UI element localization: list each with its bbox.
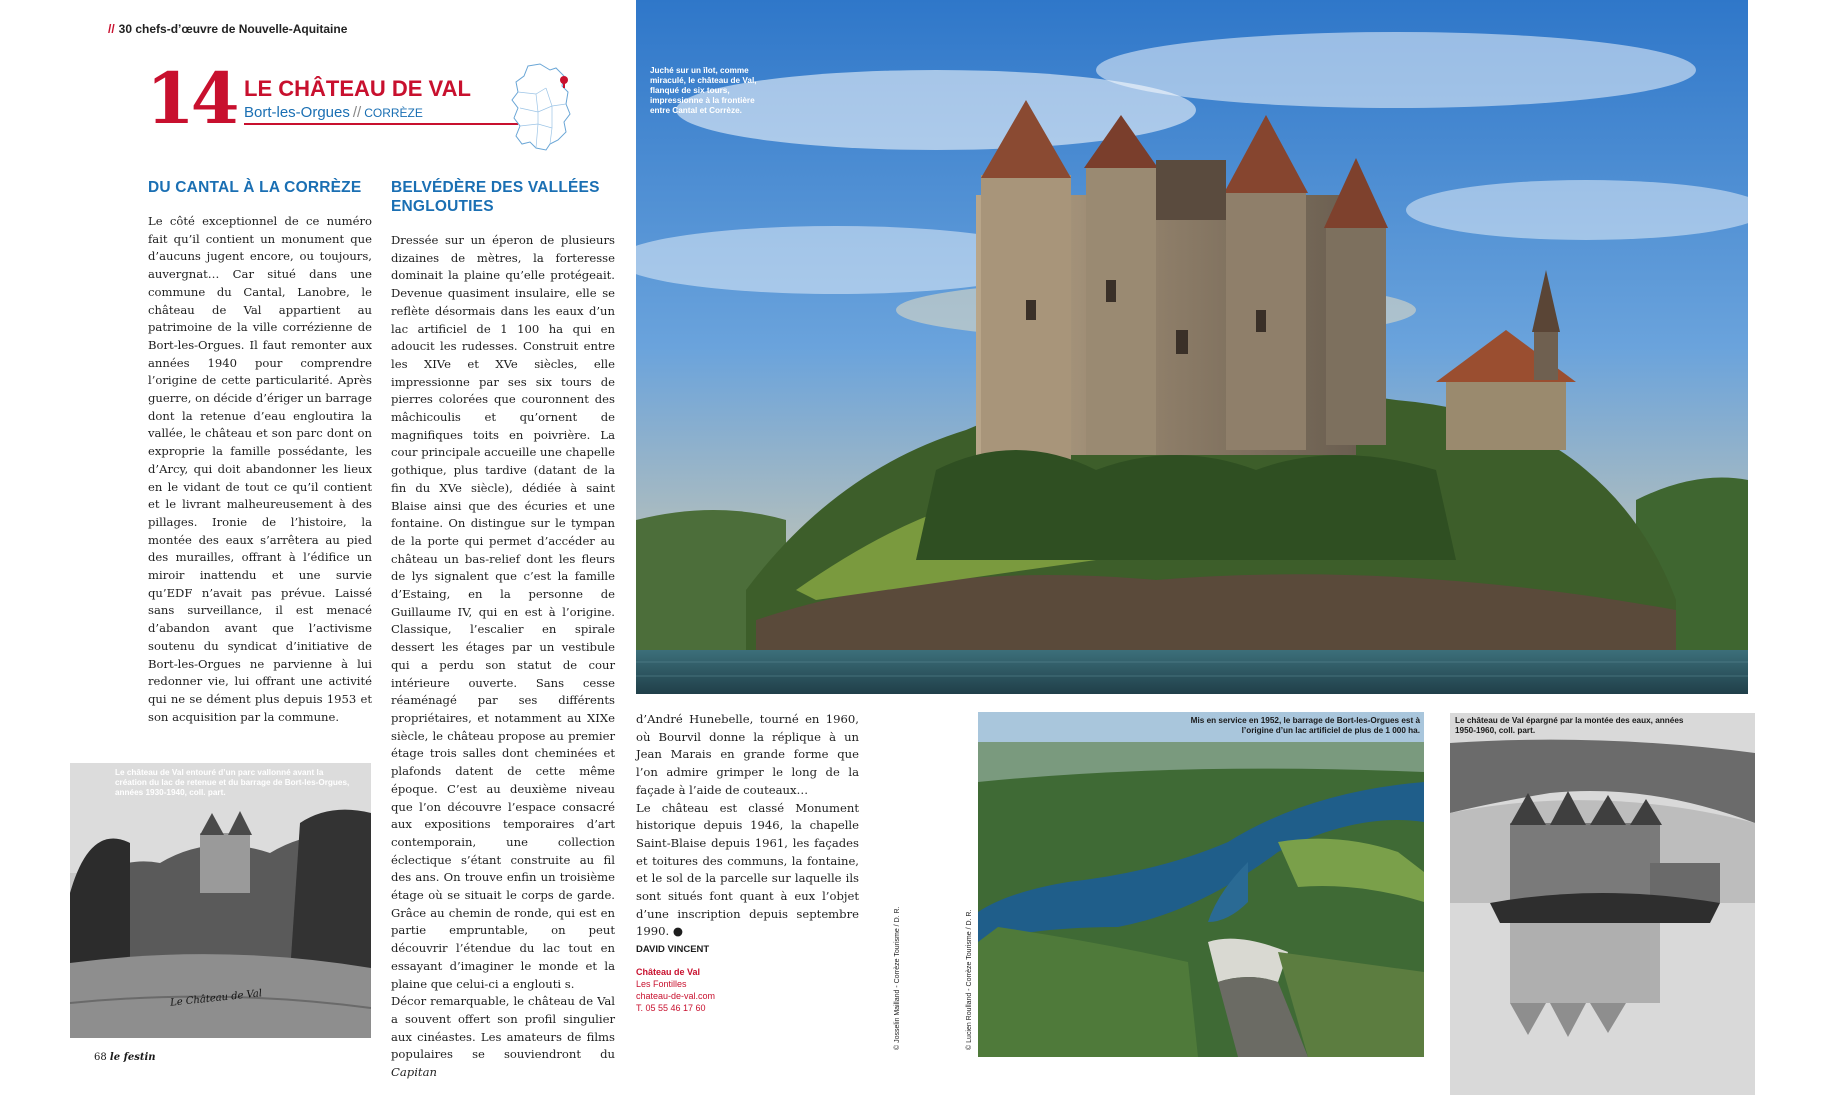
section2-paragraph-3: d’André Hunebelle, tourné en 1960, où Bourvil donne la réplique à un Jean Marais en grande forme que l’on admire grimper le long de la façade à l’aide de couteaux… [636, 712, 859, 797]
location-separator: // [352, 104, 362, 121]
magazine-name: le festin [109, 1052, 156, 1063]
page-number: 68 [94, 1052, 107, 1063]
info-phone: T. 05 55 46 17 60 [636, 1003, 706, 1013]
old-photo-left-caption: Le château de Val entouré d’un parc vallonné avant la création du lac de retenue et du barrage de Bort-les-Orgues, années 1930-1940, coll. part. [115, 768, 350, 797]
old-photo-right-caption: Le château de Val épargné par la montée des eaux, années 1950-1960, coll. part. [1455, 716, 1684, 735]
section2-body [391, 232, 615, 1082]
end-mark: ● [672, 924, 684, 939]
info-box [636, 966, 715, 1014]
old-postcard-right-illustration [1450, 713, 1755, 1095]
old-photo-right [1450, 713, 1755, 1095]
chateau-photo-illustration [636, 0, 1748, 694]
section2-paragraph-1: Dressée sur un éperon de plusieurs dizaines de mètres, la forteresse dominait la plaine qu’elle protégeait. Devenue quasiment insulaire, elle se reflète désormais dans les eaux d’un lac artificiel de 1 100 ha qui en adoucit les rudesses. Construit entre les XIVe et XVe siècles, elle impressionne par ses six tours de pierres colorées que couronnent des mâchicoulis et qu’ornent de magnifiques toits en poivrière. La cour principale accueille une chapelle gothique, plus tardive (datant de la fin du XVe siècle), dédiée à saint Blaise ainsi que des écuries et une fontaine. On distingue sur le tympan de la porte qui permet d’accéder au château un bas-relief dont les fleurs de lys signalent que c’est la famille d’Estaing, en la personne de Guillaume IV, qui en est à l’origine. Classique, l’escalier en spirale dessert les étages par un vestibule qui a perdu son statut de cour intérieure ouverte. Sans cesse réaménagé par ses différents propriétaires, et notamment au XIXe siècle, le château propose au premier étage trois salles dont cheminées et plafonds datent de cette même époque. C’est au deuxième niveau que l’on découvre l’espace consacré aux expositions temporaires d’art contemporain, une collection éclectique s’étant construite au fil des ans. On trouve enfin un troisième étage où se situait le corps de garde. Grâce au chemin de ronde, qui est en partie empruntable, on peut découvrir l’étendue du lac tout en essayant d’imaginer le monde et la plaine que celui-ci a englouti s. [391, 233, 615, 991]
folio [94, 1052, 156, 1063]
info-place: Les Fontilles [636, 979, 687, 989]
section1-paragraph: Le côté exceptionnel de ce numéro fait qu’il contient un monument que d’aucuns jugent encore, ou toujours, auvergnat… Car situé dans une commune du Cantal, Lanobre, le château de Val appartient au patrimoine de la ville corrézienne de Bort-les-Orgues. Il faut remonter aux années 1940 pour comprendre l’origine de cette particularité. Après guerre, on décide d’ériger un barrage dont la retenue d’eau engloutira la vallée, le château et son parc dont on exproprie la famille possédante, les d’Arcy, qui doit abandonner les lieux en le vidant de tout ce qu’il contient et le livrant malheureusement à des pillages. Ironie de l’histoire, la montée des eaux s’arrêtera au pied des murailles, offrant à l’édifice un miroir inattendu et une survie qu’EDF n’avait pas prévue. Laissé sans surveillance, il est menacé d’abandon avant que l’activisme soutenu du syndicat d’initiative de Bort-les-Orgues ne parvienne à lui redonner vie, lui offrant une activité qui ne se dément plus depuis 1953 et son acquisition par la commune. [148, 214, 372, 724]
dam-photo [978, 712, 1424, 1057]
section2-paragraph-2 [391, 993, 615, 1082]
article-department: CORRÈZE [364, 106, 423, 120]
running-header-slashes: // [108, 22, 115, 36]
dam-photo-credit: © Lucien Roulland - Corrèze Tourisme / D. R. [966, 909, 973, 1050]
author: DAVID VINCENT [636, 944, 710, 956]
main-photo-credit: © Josselin Mailland - Corrèze Tourisme / D. R. [894, 906, 901, 1050]
postcard-handwriting: Le Château de Val [169, 988, 263, 1009]
info-name: Château de Val [636, 967, 701, 977]
section2-paragraph-4 [636, 800, 859, 942]
info-website[interactable]: chateau-de-val.com [636, 991, 716, 1001]
running-header [108, 22, 347, 36]
section1-body [148, 213, 372, 726]
region-map-icon [506, 62, 578, 152]
section2-heading: BELVÉDÈRE DES VALLÉES ENGLOUTIES [391, 179, 600, 215]
title-rule [244, 123, 518, 125]
article-location [244, 104, 423, 121]
dam-photo-caption: Mis en service en 1952, le barrage de Bort-les-Orgues est à l’origine d’un lac artificiel de plus de 1 000 ha. [1190, 716, 1420, 735]
article-number: 14 [146, 57, 236, 140]
section2-paragraph-4-text: Le château est classé Monument historique depuis 1946, la chapelle Saint-Blaise depuis 1961, les façades et toitures des communs, la fontaine, et le sol de la parcelle sur laquelle ils sont situés font quant à eux l’objet d’une inscription depuis septembre 1990. [636, 800, 859, 939]
section2-paragraph-2-text: Décor remarquable, le château de Val a souvent offert son profil singulier aux cinéastes. Les amateurs de films populaires se souviendront du [391, 994, 615, 1062]
article-title: LE CHÂTEAU DE VAL [244, 76, 471, 101]
section1-heading: DU CANTAL À LA CORRÈZE [148, 179, 362, 196]
main-photo-caption: Juché sur un îlot, comme miraculé, le château de Val, flanqué de six tours, impressionne à la frontière entre Cantal et Corrèze. [650, 66, 757, 115]
running-header-text: 30 chefs-d’œuvre de Nouvelle-Aquitaine [118, 22, 348, 36]
article-town: Bort-les-Orgues [244, 104, 350, 121]
section2-continuation [636, 711, 859, 959]
main-photo [636, 0, 1748, 694]
dam-aerial-illustration [978, 712, 1424, 1057]
film-title: Capitan [391, 1065, 437, 1080]
